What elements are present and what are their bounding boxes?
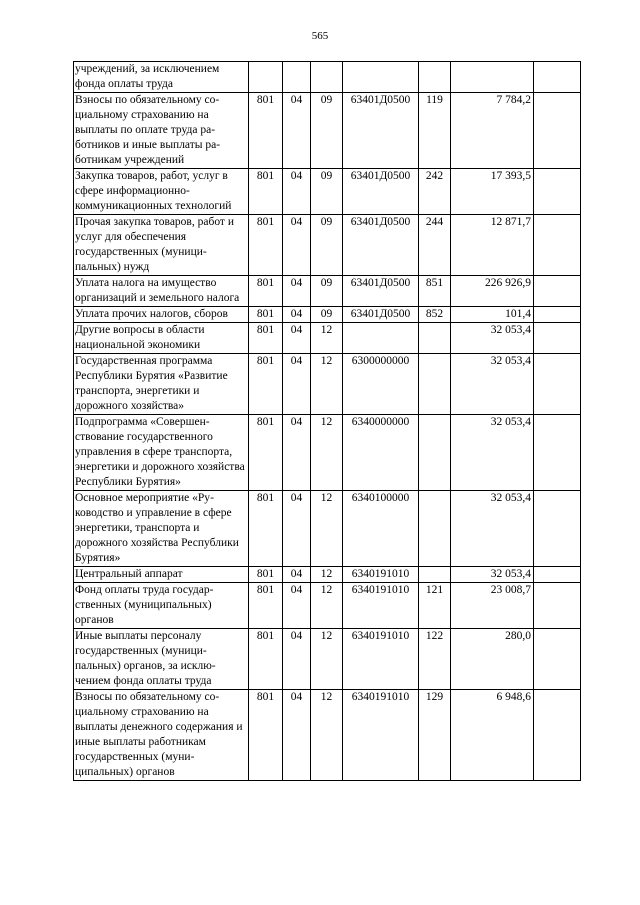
department-code-cell: 801 [249,169,283,215]
table-row [74,690,581,781]
table-row [74,491,581,567]
target-item-code-cell: 6340000000 [343,415,419,491]
extra-amount-cell [534,583,581,629]
amount-cell: 32 053,4 [451,323,534,354]
target-item-code-cell: 6340191010 [343,690,419,781]
subsection-code-cell: 12 [311,415,343,491]
subsection-code-cell: 12 [311,354,343,415]
amount-cell: 101,4 [451,307,534,323]
target-item-code-cell: 63401Д0500 [343,169,419,215]
department-code-cell: 801 [249,307,283,323]
expense-name-cell: Основное мероприятие «Руководство и управление в сфере энергетики, транспорта и дорожного хозяйства Республики Бурятия» [74,491,249,567]
budget-table [73,61,581,781]
subsection-code-cell: 09 [311,93,343,169]
budget-table-body [74,62,581,781]
expense-type-code-cell: 242 [419,169,451,215]
expense-name-cell: Прочая закупка товаров, работ и услуг для обеспечения государственных (муниципальных) нужд [74,215,249,276]
target-item-code-cell: 6340191010 [343,629,419,690]
amount-cell: 226 926,9 [451,276,534,307]
amount-cell: 7 784,2 [451,93,534,169]
section-code-cell [283,62,311,93]
subsection-code-cell: 09 [311,215,343,276]
section-code-cell: 04 [283,629,311,690]
amount-cell: 32 053,4 [451,491,534,567]
extra-amount-cell [534,415,581,491]
table-row [74,62,581,93]
table-row [74,583,581,629]
extra-amount-cell [534,354,581,415]
expense-type-code-cell [419,415,451,491]
expense-name-cell: Фонд оплаты труда государственных (муниципальных) органов [74,583,249,629]
department-code-cell: 801 [249,276,283,307]
department-code-cell: 801 [249,93,283,169]
department-code-cell: 801 [249,491,283,567]
subsection-code-cell: 09 [311,169,343,215]
amount-cell: 280,0 [451,629,534,690]
extra-amount-cell [534,567,581,583]
amount-cell: 23 008,7 [451,583,534,629]
amount-cell: 6 948,6 [451,690,534,781]
section-code-cell: 04 [283,415,311,491]
department-code-cell: 801 [249,354,283,415]
subsection-code-cell: 09 [311,276,343,307]
subsection-code-cell: 09 [311,307,343,323]
target-item-code-cell: 6340191010 [343,567,419,583]
expense-name-cell: Взносы по обязательному социальному страхованию на выплаты денежного содержания и иные выплаты работникам государственных (муниципальных) органов [74,690,249,781]
section-code-cell: 04 [283,307,311,323]
section-code-cell: 04 [283,567,311,583]
section-code-cell: 04 [283,690,311,781]
expense-type-code-cell [419,567,451,583]
subsection-code-cell [311,62,343,93]
table-row [74,567,581,583]
target-item-code-cell: 63401Д0500 [343,307,419,323]
expense-type-code-cell [419,354,451,415]
expense-type-code-cell [419,491,451,567]
expense-name-cell: учреждений, за исключением фонда оплаты труда [74,62,249,93]
table-row [74,629,581,690]
target-item-code-cell: 6340100000 [343,491,419,567]
target-item-code-cell: 63401Д0500 [343,93,419,169]
target-item-code-cell: 6340191010 [343,583,419,629]
expense-type-code-cell [419,323,451,354]
expense-name-cell: Уплата налога на имущество организаций и земельного налога [74,276,249,307]
section-code-cell: 04 [283,93,311,169]
department-code-cell [249,62,283,93]
amount-cell [451,62,534,93]
extra-amount-cell [534,93,581,169]
extra-amount-cell [534,215,581,276]
expense-type-code-cell: 121 [419,583,451,629]
department-code-cell: 801 [249,690,283,781]
section-code-cell: 04 [283,491,311,567]
expense-type-code-cell: 119 [419,93,451,169]
amount-cell: 32 053,4 [451,354,534,415]
expense-name-cell: Взносы по обязательному социальному страхованию на выплаты по оплате труда работников и иные выплаты работникам учреждений [74,93,249,169]
expense-type-code-cell: 851 [419,276,451,307]
table-row [74,354,581,415]
extra-amount-cell [534,690,581,781]
section-code-cell: 04 [283,276,311,307]
extra-amount-cell [534,629,581,690]
section-code-cell: 04 [283,323,311,354]
expense-name-cell: Центральный аппарат [74,567,249,583]
table-row [74,215,581,276]
table-row [74,93,581,169]
table-row [74,323,581,354]
expense-type-code-cell: 129 [419,690,451,781]
target-item-code-cell [343,323,419,354]
expense-name-cell: Закупка товаров, работ, услуг в сфере информационно-коммуникационных технологий [74,169,249,215]
extra-amount-cell [534,491,581,567]
target-item-code-cell [343,62,419,93]
subsection-code-cell: 12 [311,690,343,781]
extra-amount-cell [534,276,581,307]
expense-name-cell: Подпрограмма «Совершенствование государственного управления в сфере транспорта, энергетики и дорожного хозяйства Республики Бурятия» [74,415,249,491]
target-item-code-cell: 63401Д0500 [343,276,419,307]
subsection-code-cell: 12 [311,583,343,629]
subsection-code-cell: 12 [311,491,343,567]
subsection-code-cell: 12 [311,629,343,690]
page-number: 565 [311,30,329,42]
department-code-cell: 801 [249,567,283,583]
amount-cell: 17 393,5 [451,169,534,215]
department-code-cell: 801 [249,583,283,629]
section-code-cell: 04 [283,583,311,629]
expense-type-code-cell: 852 [419,307,451,323]
department-code-cell: 801 [249,323,283,354]
extra-amount-cell [534,307,581,323]
expense-type-code-cell: 122 [419,629,451,690]
subsection-code-cell: 12 [311,567,343,583]
amount-cell: 32 053,4 [451,415,534,491]
department-code-cell: 801 [249,629,283,690]
section-code-cell: 04 [283,354,311,415]
expense-type-code-cell [419,62,451,93]
extra-amount-cell [534,169,581,215]
section-code-cell: 04 [283,215,311,276]
table-row [74,415,581,491]
amount-cell: 32 053,4 [451,567,534,583]
expense-name-cell: Государственная программа Республики Бурятия «Развитие транспорта, энергетики и дорожного хозяйства» [74,354,249,415]
target-item-code-cell: 6300000000 [343,354,419,415]
table-row [74,169,581,215]
amount-cell: 12 871,7 [451,215,534,276]
table-row [74,307,581,323]
section-code-cell: 04 [283,169,311,215]
department-code-cell: 801 [249,415,283,491]
target-item-code-cell: 63401Д0500 [343,215,419,276]
extra-amount-cell [534,323,581,354]
table-row [74,276,581,307]
expense-name-cell: Иные выплаты персоналу государственных (муниципальных) органов, за исключением фонда оплаты труда [74,629,249,690]
expense-type-code-cell: 244 [419,215,451,276]
expense-name-cell: Уплата прочих налогов, сборов [74,307,249,323]
subsection-code-cell: 12 [311,323,343,354]
extra-amount-cell [534,62,581,93]
department-code-cell: 801 [249,215,283,276]
expense-name-cell: Другие вопросы в области национальной экономики [74,323,249,354]
